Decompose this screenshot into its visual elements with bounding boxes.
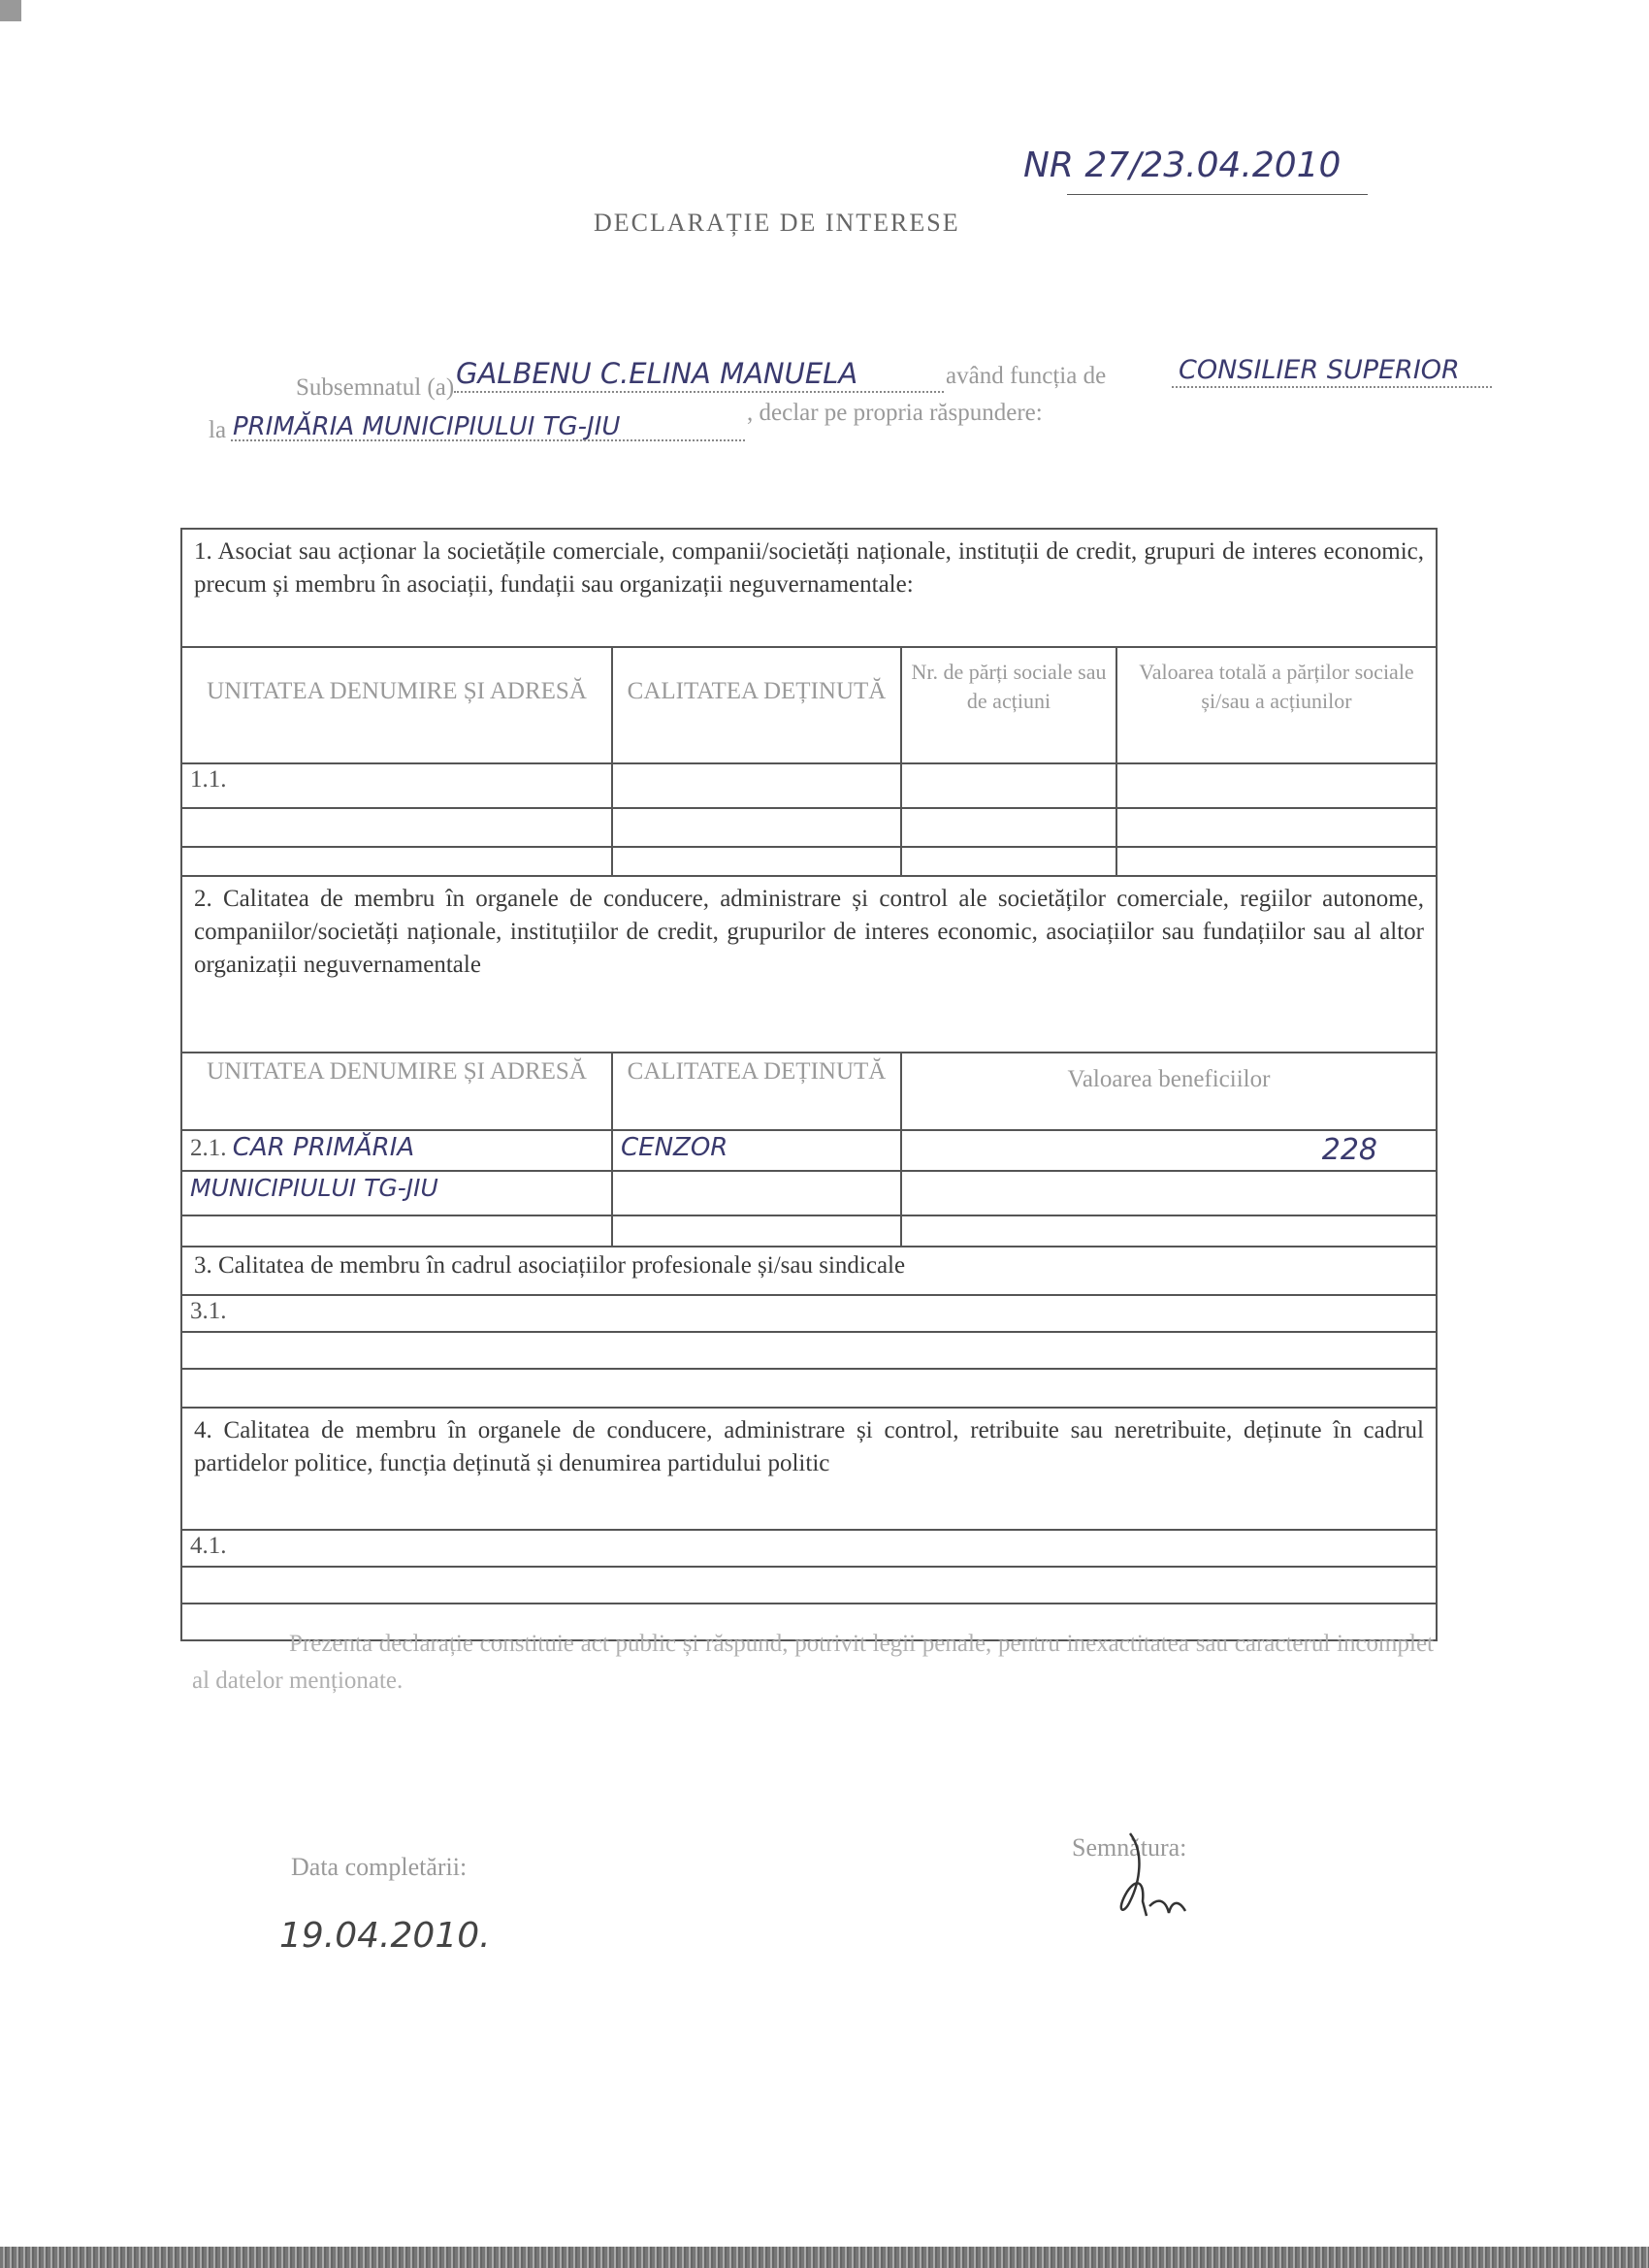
- section1-col-shares: Nr. de părți sociale sau de acțiuni: [902, 648, 1117, 762]
- page-title: DECLARAȚIE DE INTERESE: [594, 209, 960, 237]
- section3-row-2: [182, 1333, 1436, 1370]
- scan-corner-mark: [0, 0, 21, 21]
- registration-number: NR 27/23.04.2010: [1023, 146, 1342, 185]
- section2-col-role: CALITATEA DEȚINUTĂ: [613, 1053, 902, 1129]
- declarant-name: GALBENU C.ELINA MANUELA: [456, 357, 858, 390]
- section2-row-1-unit: [182, 1131, 613, 1170]
- function-label: având funcția de: [946, 363, 1107, 389]
- section1-heading: 1. Asociat sau acționar la societățile comerciale, companii/societăți naționale, instituții de credit, grupuri de interes economic, precum și membru în asociații, fundații sau organizații neguvernamentale:: [182, 530, 1436, 648]
- section3-row-1: 3.1.: [182, 1296, 1436, 1333]
- section2-col-unit: UNITATEA DENUMIRE ȘI ADRESĂ: [182, 1053, 613, 1129]
- scan-edge-bar: [0, 2247, 1649, 2268]
- section1-header-row: [182, 648, 1436, 764]
- section2-heading: 2. Calitatea de membru în organele de conducere, administrare și control ale societăților comerciale, regiilor autonome, companiilor/societăți naționale, instituțiilor de credit, grupurilor de interes economic, asociațiilor sau fundațiilor sau al altor organizații neguvernamentale: [182, 877, 1436, 1053]
- date-value: 19.04.2010.: [279, 1916, 491, 1956]
- section4-row-1: 4.1.: [182, 1531, 1436, 1568]
- section1-row-1-label: 1.1.: [182, 764, 613, 807]
- declare-label: , declar pe propria răspundere:: [747, 400, 1043, 426]
- section2-row-1-benefit-value: 228: [1321, 1133, 1377, 1167]
- subscribed-label: Subsemnatul (a): [296, 374, 455, 401]
- declarant-institution: PRIMĂRIA MUNICIPIULUI TG-JIU: [233, 412, 621, 441]
- section1-row-1-value: [1117, 764, 1436, 807]
- section1-row-3: [182, 848, 1436, 877]
- section1-col-unit: UNITATEA DENUMIRE ȘI ADRESĂ: [182, 648, 613, 762]
- signature-label: Semnătura:: [1072, 1833, 1187, 1862]
- section1-row-1-shares: [902, 764, 1117, 807]
- section3-heading: 3. Calitatea de membru în cadrul asociațiilor profesionale și/sau sindicale: [182, 1247, 1436, 1296]
- section1-col-role: CALITATEA DEȚINUTĂ: [613, 648, 902, 762]
- section2-row-2: [182, 1172, 1436, 1216]
- section2-row-1-unit-line2: MUNICIPIULUI TG-JIU: [190, 1174, 438, 1202]
- date-label: Data completării:: [291, 1853, 468, 1881]
- institution-underline: [231, 439, 745, 441]
- signature-mark: [1086, 1824, 1203, 1940]
- section2-row-3: [182, 1216, 1436, 1247]
- section4-heading: 4. Calitatea de membru în organele de conducere, administrare și control, retribuite sau neretribuite, deținute în cadrul partidelor politice, funcția deținută și denumirea partidului politic: [182, 1409, 1436, 1531]
- section2-row-1-unit-line1: CAR PRIMĂRIA: [232, 1133, 415, 1162]
- section2-row-1-label: 2.1.: [190, 1135, 227, 1161]
- section2-row-1-role: [613, 1131, 902, 1170]
- section1-row-1-role: [613, 764, 902, 807]
- function-underline: [1172, 386, 1492, 388]
- section4-row-2: [182, 1568, 1436, 1604]
- section2-row-2-unit: [182, 1172, 613, 1215]
- section2-row-1-value: [902, 1131, 1436, 1170]
- section1-row-1: [182, 764, 1436, 809]
- section2-row-1-role-value: CENZOR: [621, 1133, 728, 1162]
- name-underline: [454, 391, 944, 393]
- declaration-table: [180, 528, 1438, 1641]
- section3-row-3: [182, 1370, 1436, 1409]
- section2-col-value: Valoarea beneficiilor: [1067, 1066, 1271, 1092]
- registration-underline: [1067, 194, 1368, 195]
- at-label: la: [209, 417, 227, 443]
- declarant-function: CONSILIER SUPERIOR: [1179, 355, 1460, 385]
- section2-row-1: [182, 1131, 1436, 1172]
- legal-statement: Prezenta declarație constituie act public și răspund, potrivit legii penale, pentru inexactitatea sau caracterul incomplet al datelor menționate.: [192, 1631, 1434, 1694]
- section1-row-2: [182, 809, 1436, 848]
- section2-header-row: [182, 1053, 1436, 1131]
- section1-col-value: Valoarea totală a părților sociale și/sau a acțiunilor: [1139, 660, 1414, 713]
